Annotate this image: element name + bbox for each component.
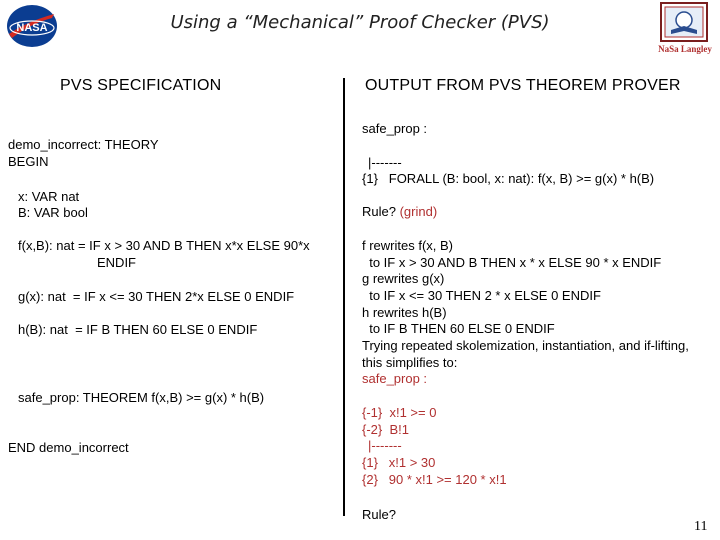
page-number: 11 bbox=[694, 519, 708, 534]
spec-theory-line: demo_incorrect: THEORY bbox=[8, 137, 159, 152]
right-heading: OUTPUT FROM PVS THEOREM PROVER bbox=[365, 77, 681, 94]
output-rewrite-h: h rewrites h(B) bbox=[362, 305, 447, 320]
spec-def-f: f(x,B): nat = IF x > 30 AND B THEN x*x ELSE 90*x bbox=[18, 238, 310, 253]
output-trying: Trying repeated skolemization, instantiation, and if-lifting, bbox=[362, 338, 689, 353]
output-goal: {1} FORALL (B: bool, x: nat): f(x, B) >= g(x) * h(B) bbox=[362, 171, 655, 186]
page-title: Using a “Mechanical” Proof Checker (PVS) bbox=[170, 12, 550, 33]
output-turnstile-2: |------- bbox=[368, 438, 402, 453]
spec-def-h: h(B): nat = IF B THEN 60 ELSE 0 ENDIF bbox=[18, 322, 258, 337]
output-antecedent-2: {-2} B!1 bbox=[362, 422, 409, 437]
output-rule-prompt: Rule? bbox=[362, 204, 400, 219]
output-simplifies: this simplifies to: bbox=[362, 355, 458, 370]
output-rewrite-f: f rewrites f(x, B) bbox=[362, 238, 454, 253]
spec-var-b: B: VAR bool bbox=[18, 205, 88, 220]
output-rule-line bbox=[362, 203, 437, 220]
spec-def-f-endif: ENDIF bbox=[97, 255, 136, 270]
output-safe-prop: safe_prop : bbox=[362, 121, 428, 136]
output-rewrite-g: g rewrites g(x) bbox=[362, 271, 445, 286]
output-rule-final: Rule? bbox=[362, 507, 396, 522]
nasa-logo-text: NASA bbox=[16, 22, 48, 34]
output-turnstile: |------- bbox=[368, 155, 402, 170]
spec-begin: BEGIN bbox=[8, 154, 49, 169]
output-rewrite-f-result: to IF x > 30 AND B THEN x * x ELSE 90 * x ENDIF bbox=[362, 255, 662, 270]
output-antecedent-1: {-1} x!1 >= 0 bbox=[362, 405, 437, 420]
output-consequent-2: {2} 90 * x!1 >= 120 * x!1 bbox=[362, 472, 507, 487]
left-heading: PVS SPECIFICATION bbox=[60, 77, 222, 94]
spec-def-g: g(x): nat = IF x <= 30 THEN 2*x ELSE 0 ENDIF bbox=[18, 289, 295, 304]
spec-var-x: x: VAR nat bbox=[18, 189, 80, 204]
output-rewrite-g-result: to IF x <= 30 THEN 2 * x ELSE 0 ENDIF bbox=[362, 288, 601, 303]
column-divider bbox=[343, 78, 345, 516]
spec-theorem: safe_prop: THEOREM f(x,B) >= g(x) * h(B) bbox=[18, 390, 265, 405]
output-rule-command: (grind) bbox=[399, 204, 438, 219]
langley-logo-caption: NaSa Langley bbox=[658, 44, 712, 54]
spec-end: END demo_incorrect bbox=[8, 440, 129, 455]
output-consequent-1: {1} x!1 > 30 bbox=[362, 455, 436, 470]
output-rewrite-h-result: to IF B THEN 60 ELSE 0 ENDIF bbox=[362, 321, 555, 336]
output-safe-prop-2: safe_prop : bbox=[362, 371, 428, 386]
